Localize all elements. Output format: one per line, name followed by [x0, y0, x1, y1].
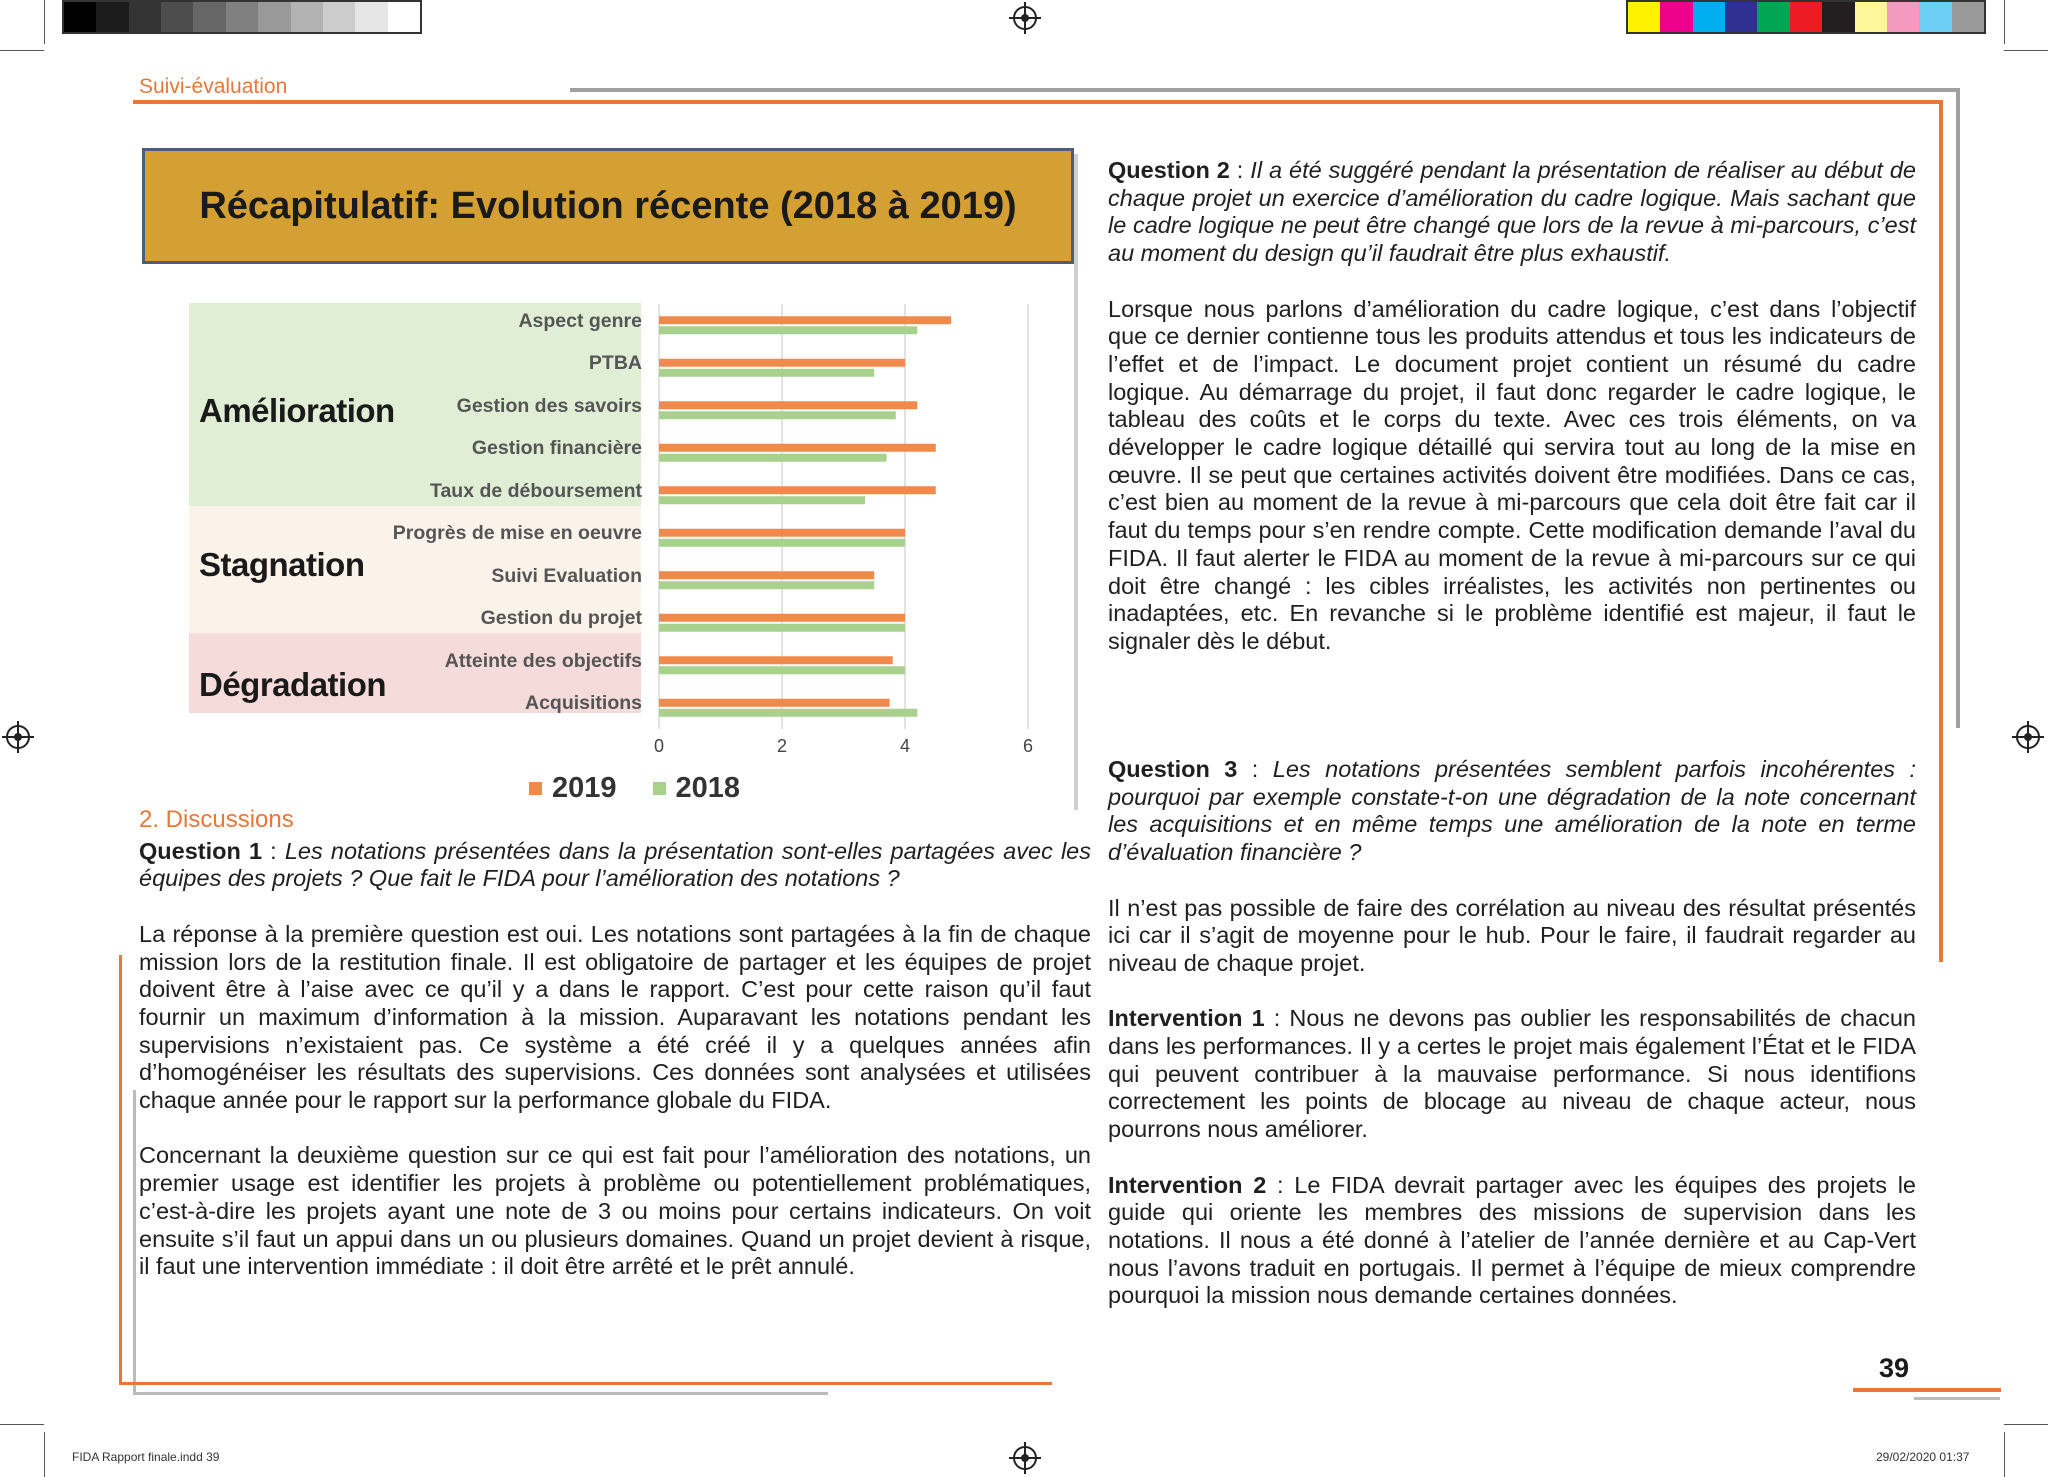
question-1-sep: : [262, 837, 285, 864]
category-label: Gestion financière [471, 437, 642, 459]
left-column [139, 806, 1091, 1281]
crop-mark [2004, 1432, 2005, 1477]
group-label-stagnation: Stagnation [199, 546, 365, 583]
bar-2018 [659, 539, 905, 547]
discussions-heading: 2. Discussions [139, 806, 294, 833]
section-title: Suivi-évaluation [139, 75, 288, 98]
category-label: Gestion des savoirs [456, 395, 642, 417]
bar-2019 [659, 656, 893, 664]
chart-title: Récapitulatif: Evolution récente (2018 à 2019) [142, 148, 1074, 264]
bar-2019 [659, 316, 951, 324]
bar-2018 [659, 369, 874, 377]
question-1-label: Question 1 [139, 837, 263, 864]
crop-mark [2004, 0, 2005, 44]
category-label: Taux de déboursement [429, 480, 642, 502]
page-number-rule-gray [1914, 1397, 2000, 1400]
crop-mark [2004, 1424, 2048, 1425]
bar-2019 [659, 529, 905, 537]
question-3-text: Les notations présentées semblent parfois incohérentes : pourquoi par exemple constate-t-on une dégradation de la note concernant les acquisitions et en même temps une amélioration de la note en terme d’évaluation financière ? [1108, 756, 1917, 866]
color-bar [1626, 0, 1986, 34]
bar-2019 [659, 486, 936, 494]
bar-2018 [659, 581, 874, 589]
bar-2018 [659, 326, 917, 334]
category-label: Acquisitions [524, 692, 642, 714]
right-column-lower [1108, 756, 1916, 1310]
intervention-1-label: Intervention 1 [1108, 1005, 1265, 1032]
intervention-2-text: Le FIDA devrait partager avec les équipes des projets le guide qui oriente les membres des missions de supervision dans les notations. Il nous a été donné à l’atelier de l’année dernière et au Cap-Vert nous l’avons traduit en portugais. Il permet à l’équipe de mieux comprendre pourquoi la mission nous demande certaines données. [1108, 1171, 1916, 1309]
crop-mark [44, 0, 45, 44]
bar-2018 [659, 666, 905, 674]
chart [139, 146, 1079, 810]
bar-2019 [659, 571, 874, 579]
registration-mark-bottom [1013, 1446, 1037, 1470]
question-2-sep: : [1229, 157, 1251, 183]
registration-mark-left [6, 725, 30, 749]
bar-2019 [659, 699, 890, 707]
bar-2019 [659, 614, 905, 622]
answer-2-paragraph: Lorsque nous parlons d’amélioration du cadre logique, c’est dans l’objectif que ce dernier contienne tous les produits attendus et tous les indicateurs de l’effet et de l’impact. Le document projet contient un résumé du cadre logique. Au démarrage du projet, il faut donc regarder le cadre logique, le tableau des coûts et le corps du texte. Avec ces trois éléments, on va développer le cadre logique détaillé qui servira tout au long de la mise en œuvre. Il se peut que certaines activités doivent être modifiées. Dans ce cas, c’est bien au moment de la revue à mi-parcours que cela doit être fait car il faut du temps pour s’en rendre compte. Cette modification demande l’aval du FIDA. Il faut alerter le FIDA au moment de la revue à mi-parcours sur ce qui doit être changé : les cibles irréalistes, les activités non pertinentes ou inadaptées, etc. En revanche si le problème identifié est majeur, il faut le signaler dès le début. [1108, 295, 1916, 654]
left-orange-rule-vertical [119, 955, 122, 1385]
answer-1-paragraph-2: Concernant la deuxième question sur ce qui est fait pour l’amélioration des notations, un premier usage est identifier les projets à problème ou potentiellement problématiques, c’est-à-dire les projets ayant une note de 3 ou moins pour certains indicateurs. On voit ensuite s’il faut un appui dans un ou plusieurs domaines. Quand un projet devient à risque, il faut une intervention immédiate : il doit être arrêté et le prêt annulé. [139, 1142, 1091, 1280]
bar-2018 [659, 411, 896, 419]
bar-2018 [659, 454, 887, 462]
registration-mark-right [2016, 725, 2040, 749]
legend-swatch-2018 [653, 782, 666, 795]
header-gray-rule [570, 88, 1960, 92]
question-2-label: Question 2 [1108, 157, 1230, 183]
group-label-degradation: Dégradation [199, 666, 387, 703]
category-label: PTBA [588, 352, 642, 374]
intervention-2-label: Intervention 2 [1108, 1171, 1267, 1198]
legend-swatch-2019 [529, 782, 542, 795]
page-number: 39 [1879, 1353, 1910, 1383]
bottom-gray-rule [133, 1392, 828, 1395]
crop-mark [44, 1432, 45, 1477]
category-label: Gestion du projet [480, 607, 642, 629]
bar-2019 [659, 401, 917, 409]
category-label: Aspect genre [518, 310, 642, 332]
bar-2018 [659, 624, 905, 632]
header-gray-rule-vertical [1956, 88, 1960, 728]
category-label: Atteinte des objectifs [444, 650, 642, 672]
question-2 [1108, 157, 1916, 268]
right-column [1108, 157, 1916, 656]
header-orange-rule-vertical [1939, 100, 1943, 962]
bar-2019 [659, 444, 936, 452]
bar-2018 [659, 496, 865, 504]
intervention-1-sep: : [1264, 1005, 1290, 1032]
question-3-label: Question 3 [1108, 756, 1238, 782]
footer-file: FIDA Rapport finale.indd 39 [72, 1450, 220, 1464]
crop-mark [0, 50, 44, 51]
legend-label-2019: 2019 [552, 772, 617, 804]
intervention-1-text: Nous ne devons pas oublier les responsabilités de chacun dans les performances. Il y a certes le projet mais également l’État et le FIDA qui peuvent contribuer à la mauvaise performance. Si nous identifions correctement les points de blocage au niveau de chaque acteur, nous pourrons nous améliorer. [1108, 1005, 1916, 1143]
crop-mark [2004, 50, 2048, 51]
intervention-2 [1108, 1172, 1916, 1311]
category-label: Suivi Evaluation [491, 565, 642, 587]
x-tick-label: 4 [899, 736, 911, 756]
crop-mark [0, 1424, 44, 1425]
question-3-sep: : [1237, 756, 1273, 782]
question-3 [1108, 756, 1916, 867]
intervention-1 [1108, 1005, 1916, 1144]
chart-legend [529, 772, 740, 805]
x-tick-label: 6 [1022, 736, 1034, 756]
x-tick-label: 2 [776, 736, 788, 756]
page-number-rule [1853, 1388, 2001, 1392]
question-1-text: Les notations présentées dans la présentation sont-elles partagées avec les équipes des projets ? Que fait le FIDA pour l’amélioration des notations ? [139, 837, 1091, 892]
category-label: Progrès de mise en oeuvre [392, 522, 642, 544]
bar-2019 [659, 359, 905, 367]
intervention-2-sep: : [1266, 1171, 1295, 1198]
group-label-amelioration: Amélioration [199, 392, 395, 429]
registration-mark-top [1013, 6, 1037, 30]
bar-2018 [659, 709, 917, 717]
grayscale-bar [62, 0, 422, 34]
chart-plot-area [139, 146, 1079, 746]
footer-timestamp: 29/02/2020 01:37 [1876, 1450, 1970, 1464]
answer-3-paragraph: Il n’est pas possible de faire des corrélation au niveau des résultat présentés ici car il s’agit de moyenne pour le hub. Pour le faire, il faudrait regarder au niveau de chaque projet. [1108, 894, 1916, 976]
answer-1-paragraph-1: La réponse à la première question est oui. Les notations sont partagées à la fin de chaque mission lors de la restitution finale. Il est obligatoire de partager et les équipes de projet doivent être à l’aise avec ce qu’il y a dans le rapport. C’est pour cette raison qu’il faut fournir un maximum d’information à la mission. Auparavant les notations pendant les supervisions n’existaient pas. Ce système a été créé il y a quelques années afin d’homogénéiser les résultats des supervisions. Ces données sont analysées et utilisées chaque année pour le rapport sur la performance globale du FIDA. [139, 920, 1091, 1114]
question-2-text: Il a été suggéré pendant la présentation de réaliser au début de chaque projet un exercice d’amélioration du cadre logique. Mais sachant que le cadre logique ne peut être changé que lors de la revue à mi-parcours, c’est au moment du design qu’il faudrait être plus exhaustif. [1108, 157, 1916, 267]
bottom-orange-rule [119, 1382, 1052, 1385]
legend-label-2018: 2018 [675, 772, 741, 804]
header-orange-rule [133, 100, 1943, 104]
left-gray-rule-vertical [133, 1090, 136, 1395]
x-tick-label: 0 [653, 736, 665, 756]
question-1 [139, 838, 1091, 893]
